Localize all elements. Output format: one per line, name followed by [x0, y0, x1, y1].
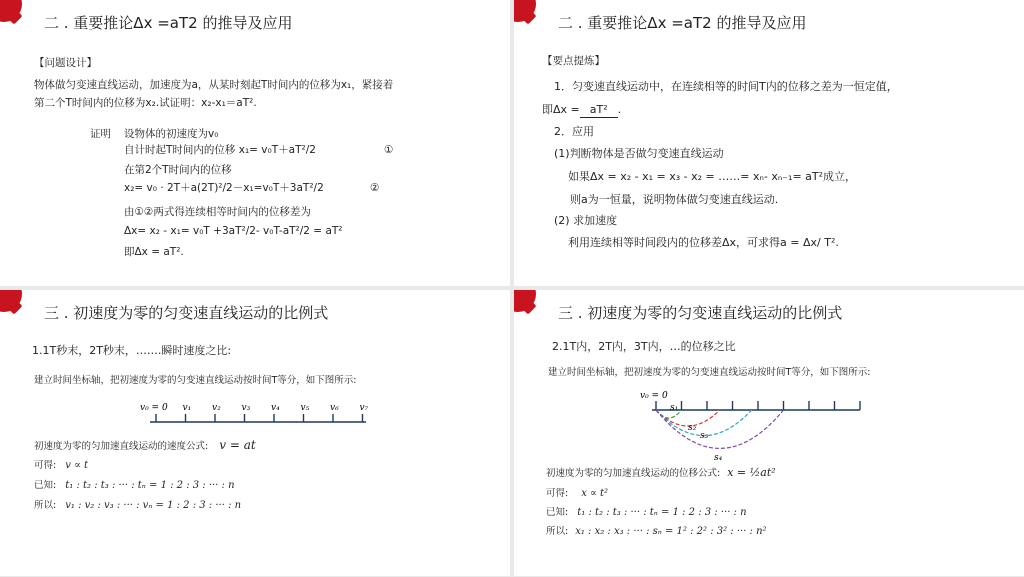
ratio-line-2 — [34, 479, 235, 493]
slide-title: 二 . 重要推论Δx =aT2 的推导及应用 — [44, 14, 293, 32]
equation-marker-2: ② — [370, 182, 380, 194]
section-heading: 【问题设计】 — [34, 57, 97, 69]
formula-line — [34, 438, 256, 454]
velocity-label: v₀ = 0 — [140, 403, 168, 413]
initial-velocity-label: v₀ = 0 — [640, 391, 668, 401]
ratio-value-2: t₁ : t₂ : t₃ : ··· : tₙ = 1 : 2 : 3 : ··· : n — [65, 480, 235, 491]
displacement-formula: x = ½at² — [727, 466, 776, 479]
point-1-suffix: . — [617, 103, 622, 116]
slide-4 — [514, 290, 1024, 576]
displacement-axis-diagram — [634, 386, 874, 466]
proof-line-7: 即Δx = aT². — [124, 246, 184, 258]
slide-3 — [0, 290, 510, 576]
ratio-line-3 — [546, 525, 767, 539]
point-1-line-2 — [542, 103, 621, 118]
velocity-label: v₃ — [241, 403, 251, 413]
corner-decoration — [0, 0, 22, 22]
corner-decoration — [0, 290, 22, 312]
arc-label: s₁ — [670, 403, 679, 413]
ratio-label-1: 可得: — [546, 488, 569, 499]
corner-decoration — [514, 290, 536, 312]
velocity-formula: v = at — [219, 438, 256, 452]
proof-line-4: x₂= v₀ · 2T＋a(2T)²/2－x₁=v₀T＋3aT²/2 — [124, 182, 324, 194]
velocity-label: v₆ — [330, 403, 339, 413]
point-7: 利用连续相等时间段内的位移差Δx，可求得a = Δx/ T². — [568, 236, 839, 249]
ratio-value-3: x₁ : x₂ : x₃ : ··· : sₙ = 1² : 2² : 3² : ··· : n² — [575, 526, 767, 537]
arc-label: s₄ — [714, 453, 723, 463]
point-6: (2) 求加速度 — [554, 214, 618, 227]
velocity-label: v₅ — [300, 403, 310, 413]
problem-line-1: 物体做匀变速直线运动，加速度为a，从某时刻起T时间内的位移为x₁，紧接着 — [34, 79, 394, 91]
ratio-line-3 — [34, 499, 241, 513]
ratio-value-1: v ∝ t — [65, 460, 89, 471]
proof-label: 证明 — [90, 128, 111, 140]
subtitle: 1.1T秒末，2T秒末，…….瞬时速度之比: — [32, 344, 232, 357]
ratio-label-2: 已知: — [34, 480, 57, 491]
formula-label: 初速度为零的匀加速直线运动的速度公式: — [34, 441, 209, 452]
ratio-label-3: 所以: — [34, 500, 57, 511]
point-3: (1)判断物体是否做匀变速直线运动 — [554, 147, 724, 160]
slide-title: 二 . 重要推论Δx =aT2 的推导及应用 — [558, 14, 807, 32]
proof-line-3: 在第2个T时间内的位移 — [124, 164, 232, 176]
velocity-axis-diagram — [130, 396, 380, 432]
slide-title: 三 . 初速度为零的匀变速直线运动的比例式 — [44, 304, 329, 322]
ratio-label-1: 可得: — [34, 460, 57, 471]
slide-2 — [514, 0, 1024, 286]
ratio-label-3: 所以: — [546, 526, 569, 537]
arc-label: s₃ — [700, 431, 709, 441]
point-2: 2．应用 — [554, 125, 594, 138]
velocity-label: v₂ — [212, 403, 221, 413]
velocity-label: v₁ — [182, 403, 192, 413]
point-4: 如果Δx = x₂ - x₁ = x₃ - x₂ = ……= xₙ- xₙ₋₁= aT²成立， — [568, 170, 857, 183]
proof-line-5: 由①②两式得连续相等时间内的位移差为 — [124, 206, 311, 218]
ratio-value-1: x ∝ t² — [581, 488, 609, 499]
ratio-value-3: v₁ : v₂ : v₃ : ··· : vₙ = 1 : 2 : 3 : ··· : n — [65, 500, 242, 511]
arc-label: s₂ — [688, 423, 697, 433]
ratio-line-1 — [34, 459, 88, 473]
displacement-arc — [656, 410, 784, 448]
description: 建立时间坐标轴，把初速度为零的匀变速直线运动按时间T等分，如下图所示: — [548, 367, 871, 378]
corner-decoration — [514, 0, 536, 22]
answer-blank: aT² — [580, 103, 618, 118]
formula-label: 初速度为零的匀加速直线运动的位移公式: — [546, 468, 721, 479]
ratio-line-1 — [546, 487, 608, 501]
point-5: 则a为一恒量，说明物体做匀变速直线运动. — [570, 193, 779, 206]
section-heading: 【要点提炼】 — [542, 55, 605, 67]
ratio-value-2: t₁ : t₂ : t₃ : ··· : tₙ = 1 : 2 : 3 : ··· : n — [577, 507, 747, 518]
proof-line-1: 设物体的初速度为v₀ — [124, 128, 219, 140]
problem-line-2: 第二个T时间内的位移为x₂.试证明：x₂-x₁＝aT². — [34, 97, 257, 109]
point-1-prefix: 即Δx = — [542, 103, 580, 116]
velocity-label: v₄ — [271, 403, 280, 413]
velocity-label: v₇ — [359, 403, 369, 413]
proof-line-6: Δx= x₂ - x₁= v₀T +3aT²/2- v₀T-aT²/2 = aT² — [124, 225, 343, 237]
formula-line — [546, 466, 776, 481]
point-1-line-1: 1．匀变速直线运动中，在连续相等的时间T内的位移之差为一恒定值， — [554, 80, 898, 93]
ratio-line-2 — [546, 506, 747, 520]
subtitle: 2.1T内，2T内，3T内，…的位移之比 — [552, 340, 736, 353]
ratio-label-2: 已知: — [546, 507, 569, 518]
proof-line-2: 自计时起T时间内的位移 x₁= v₀T＋aT²/2 — [124, 144, 316, 156]
description: 建立时间坐标轴，把初速度为零的匀变速直线运动按时间T等分，如下图所示: — [34, 375, 357, 386]
slide-1 — [0, 0, 510, 286]
equation-marker-1: ① — [384, 144, 394, 156]
slide-title: 三 . 初速度为零的匀变速直线运动的比例式 — [558, 304, 843, 322]
